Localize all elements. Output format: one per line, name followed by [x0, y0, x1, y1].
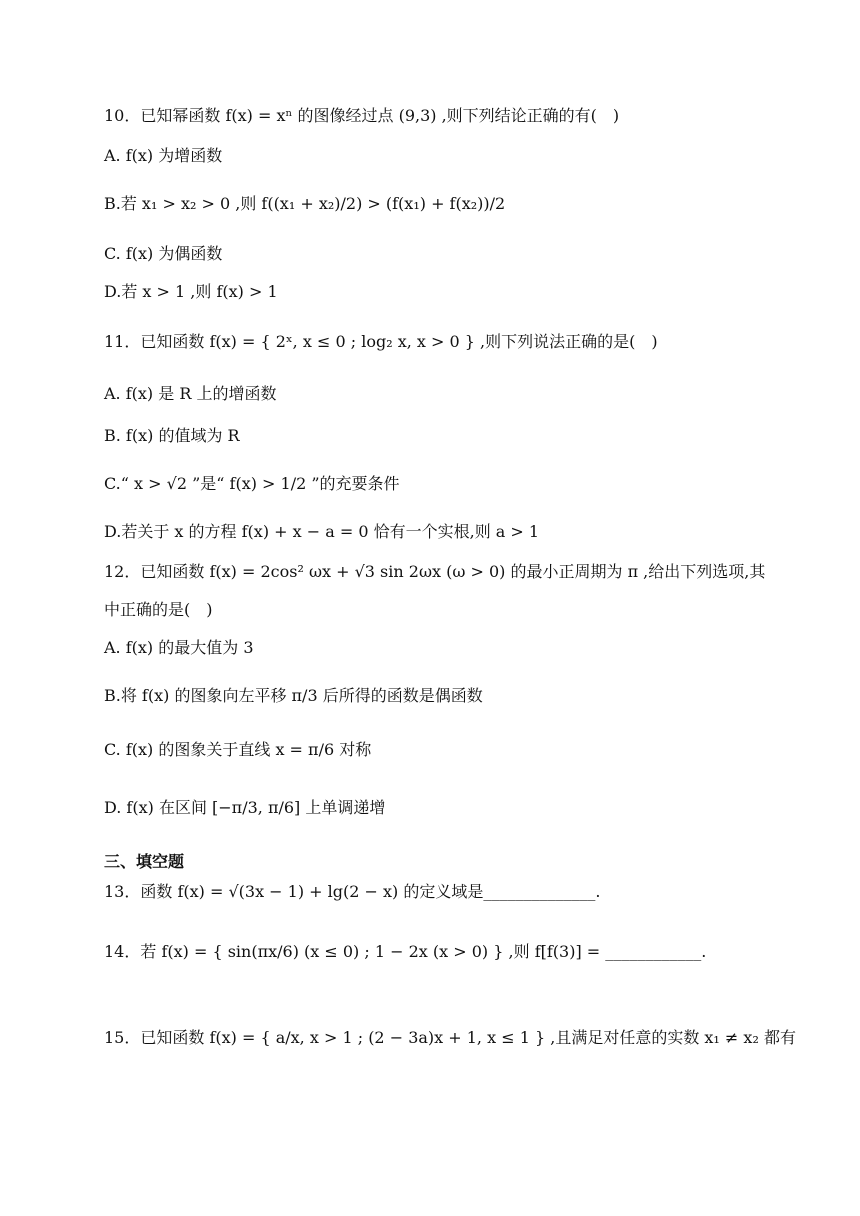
question-14: 14．若 f(x) = { sin(πx/6) (x ≤ 0) ; 1 − 2x (x > 0) } ,则 f[f(3)] = ____________.: [104, 942, 707, 961]
q11-option-c: C.“ x > √2 ”是“ f(x) > 1/2 ”的充要条件: [104, 474, 400, 493]
q10-option-b: B.若 x₁ > x₂ > 0 ,则 f((x₁ + x₂)/2) > (f(x₁) + f(x₂))/2: [104, 194, 506, 213]
question-11: 11．已知函数 f(x) = { 2ˣ, x ≤ 0 ; log₂ x, x > 0 } ,则下列说法正确的是( ): [104, 332, 658, 351]
q10-option-c: C. f(x) 为偶函数: [104, 244, 223, 263]
q12-option-b: B.将 f(x) 的图象向左平移 π/3 后所得的函数是偶函数: [104, 686, 483, 705]
question-13: 13．函数 f(x) = √(3x − 1) + lg(2 − x) 的定义域是______________.: [104, 882, 601, 901]
section-heading-fill-in: 三、填空题: [104, 852, 185, 871]
q10-option-d: D.若 x > 1 ,则 f(x) > 1: [104, 282, 278, 301]
q11-option-d: D.若关于 x 的方程 f(x) + x − a = 0 恰有一个实根,则 a > 1: [104, 522, 540, 541]
question-10: 10．已知幂函数 f(x) = xⁿ 的图像经过点 (9,3) ,则下列结论正确的有( ): [104, 106, 620, 125]
q11-option-a: A. f(x) 是 R 上的增函数: [104, 384, 277, 403]
q11-option-b: B. f(x) 的值域为 R: [104, 426, 240, 445]
question-15: 15．已知函数 f(x) = { a/x, x > 1 ; (2 − 3a)x + 1, x ≤ 1 } ,且满足对任意的实数 x₁ ≠ x₂ 都有: [104, 1028, 796, 1047]
q12-option-c: C. f(x) 的图象关于直线 x = π/6 对称: [104, 740, 372, 759]
question-12: 12．已知函数 f(x) = 2cos² ωx + √3 sin 2ωx (ω > 0) 的最小正周期为 π ,给出下列选项,其: [104, 562, 766, 581]
q10-option-a: A. f(x) 为增函数: [104, 146, 223, 165]
question-12-cont: 中正确的是( ): [104, 600, 213, 619]
q12-option-d: D. f(x) 在区间 [−π/3, π/6] 上单调递增: [104, 798, 386, 817]
q12-option-a: A. f(x) 的最大值为 3: [104, 638, 254, 657]
